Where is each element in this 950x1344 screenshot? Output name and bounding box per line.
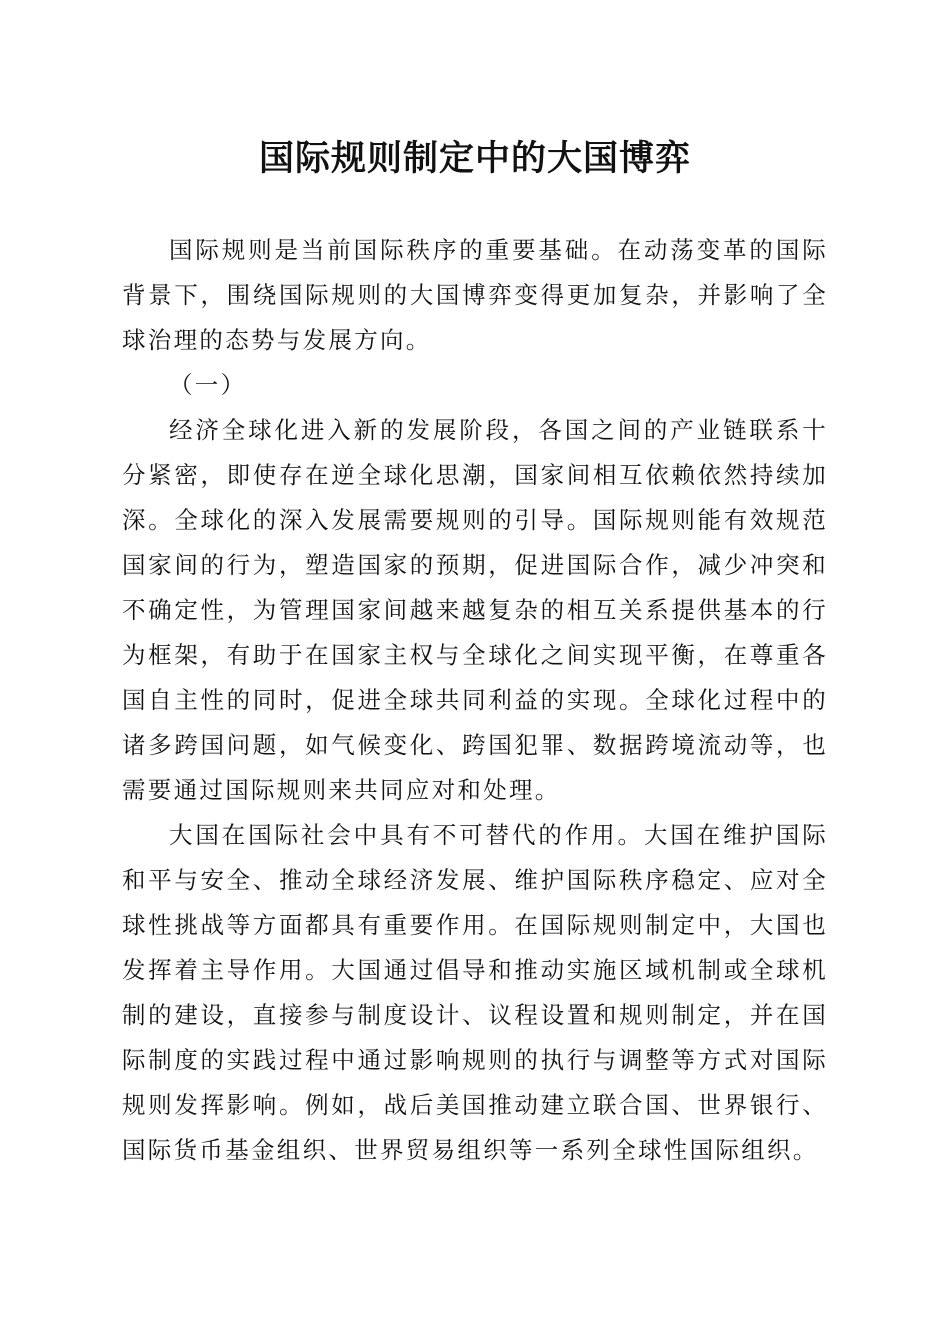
document-page [122, 128, 828, 1173]
intro-paragraph: 国际规则是当前国际秩序的重要基础。在动荡变革的国际背景下，围绕国际规则的大国博弈变得更加复杂，并影响了全球治理的态势与发展方向。 [122, 236, 828, 354]
body-paragraph-2: 大国在国际社会中具有不可替代的作用。大国在维护国际和平与安全、推动全球经济发展、维护国际秩序稳定、应对全球性挑战等方面都具有重要作用。在国际规则制定中，大国也发挥着主导作用。大国通过倡导和推动实施区域机制或全球机制的建设，直接参与制度设计、议程设置和规则制定，并在国际制度的实践过程中通过影响规则的执行与调整等方式对国际规则发挥影响。例如，战后美国推动建立联合国、世界银行、国际货币基金组织、世界贸易组织等一系列全球性国际组织。 [122, 821, 828, 1164]
section-heading: （一） [169, 371, 247, 399]
body-paragraph-1: 经济全球化进入新的发展阶段，各国之间的产业链联系十分紧密，即使存在逆全球化思潮，国家间相互依赖依然持续加深。全球化的深入发展需要规则的引导。国际规则能有效规范国家间的行为，塑造国家的预期，促进国际合作，减少冲突和不确定性，为管理国家间越来越复杂的相互关系提供基本的行为框架，有助于在国家主权与全球化之间实现平衡，在尊重各国自主性的同时，促进全球共同利益的实现。全球化过程中的诸多跨国问题，如气候变化、跨国犯罪、数据跨境流动等，也需要通过国际规则来共同应对和处理。 [122, 416, 828, 804]
document-title: 国际规则制定中的大国博弈 [258, 138, 691, 179]
